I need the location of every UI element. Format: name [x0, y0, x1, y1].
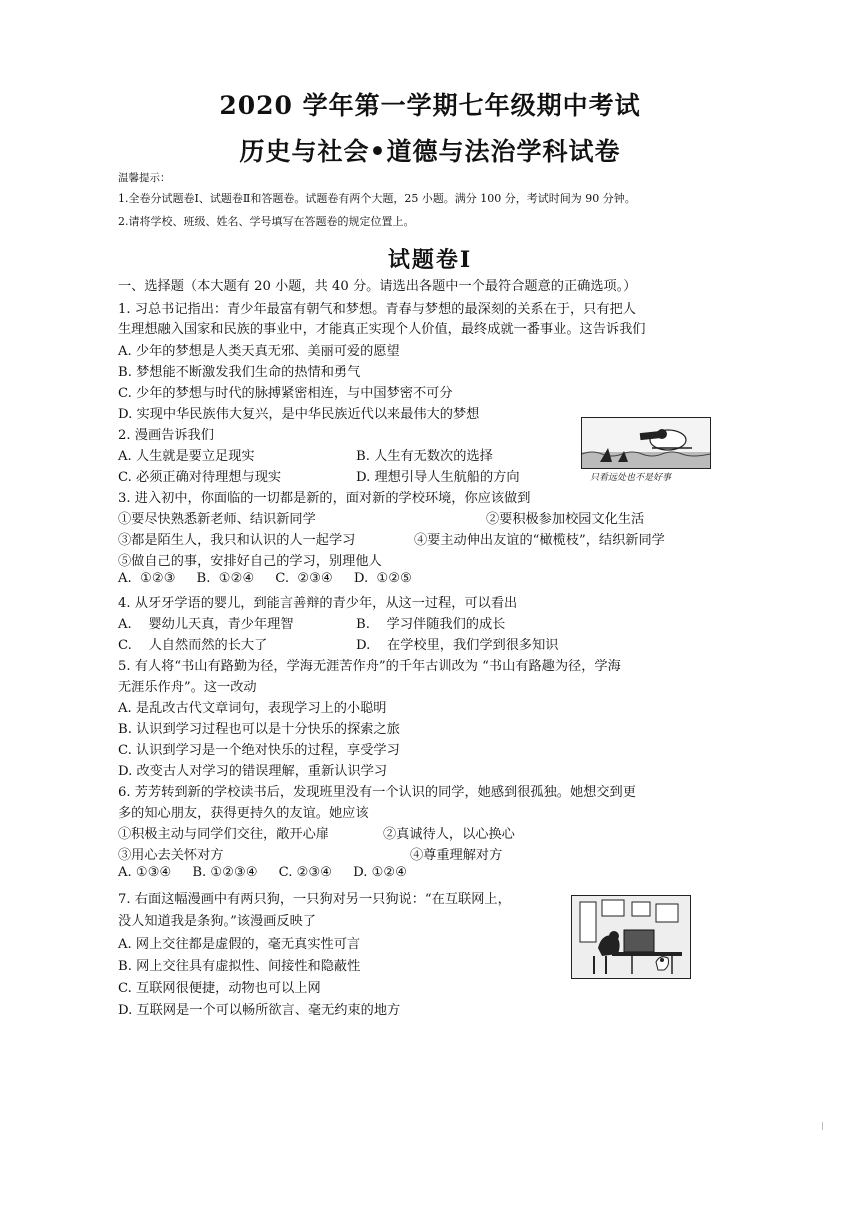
- option-b: B. 认识到学习过程也可以是十分快乐的探索之旅: [118, 722, 400, 737]
- option-b: B. 学习伴随我们的成长: [356, 617, 506, 632]
- statement-2: ②要积极参加校园文化生活: [486, 512, 645, 527]
- statement-4: ④要主动伸出友谊的“橄榄枝”，结织新同学: [414, 533, 665, 548]
- part1-heading: 一、选择题（本大题有 20 小题，共 40 分。请选出各题中一个最符合题意的正确选项。）: [118, 279, 637, 294]
- option-c: C. 互联网很便捷，动物也可以上网: [118, 981, 321, 996]
- telescope-cartoon-icon: [582, 418, 710, 468]
- scan-mark: [822, 1122, 823, 1130]
- option-b: B. 梦想能不断激发我们生命的热情和勇气: [118, 365, 361, 380]
- statement-3: ③用心去关怀对方: [118, 848, 224, 863]
- question-stem: 生理想融入国家和民族的事业中，才能真正实现个人价值，最终成就一番事业。这告诉我们: [118, 322, 646, 337]
- exam-title-line2: 历史与社会•道德与法治学科试卷: [239, 137, 621, 166]
- option-d: D. 实现中华民族伟大复兴，是中华民族近代以来最伟大的梦想: [118, 407, 480, 422]
- answer-options: A. ①③④ B. ①②③④ C. ②③④ D. ①②④: [118, 865, 408, 880]
- statement-1: ①积极主动与同学们交往，敞开心扉: [118, 827, 329, 842]
- option-d: D. 互联网是一个可以畅所欲言、毫无约束的地方: [118, 1003, 401, 1018]
- cartoon-caption: 只看远处也不是好事: [590, 473, 672, 483]
- question-stem: 1. 习总书记指出：青少年最富有朝气和梦想。青春与梦想的最深刻的关系在于，只有把人: [118, 302, 636, 317]
- option-b: B. 网上交往具有虚拟性、间接性和隐蔽性: [118, 959, 361, 974]
- statement-5: ⑤做自己的事，安排好自己的学习，别理他人: [118, 554, 382, 569]
- question-stem: 2. 漫画告诉我们: [118, 428, 214, 443]
- question-stem: 没人知道我是条狗。”该漫画反映了: [118, 914, 316, 929]
- option-a: A. 网上交往都是虚假的，毫无真实性可言: [118, 937, 361, 952]
- tips-heading: 温馨提示：: [118, 172, 171, 184]
- question-stem: 3. 进入初中，你面临的一切都是新的，面对新的学校环境，你应该做到: [118, 491, 531, 506]
- telescope-cartoon-image: [581, 417, 711, 469]
- question-stem: 多的知心朋友，获得更持久的友谊。她应该: [118, 806, 369, 821]
- statement-4: ④尊重理解对方: [410, 848, 503, 863]
- question-stem: 7. 右面这幅漫画中有两只狗，一只狗对另一只狗说：“在互联网上，: [118, 892, 511, 907]
- option-c: C. 认识到学习是一个绝对快乐的过程，享受学习: [118, 743, 400, 758]
- option-a: A. 婴幼儿天真，青少年理智: [118, 617, 294, 632]
- question-stem: 5. 有人将“书山有路勤为径，学海无涯苦作舟”的千年古训改为 “书山有路趣为径，学海: [118, 659, 621, 674]
- option-a: A. 是乱改古代文章词句，表现学习上的小聪明: [118, 701, 387, 716]
- tip-item-1: 1.全卷分试题卷Ⅰ、试题卷Ⅱ和答题卷。试题卷有两个大题，25 小题。满分 100 分，考试时间为 90 分钟。: [118, 192, 636, 205]
- question-stem: 4. 从牙牙学语的婴儿，到能言善辩的青少年，从这一过程，可以看出: [118, 596, 518, 611]
- option-d: D. 改变古人对学习的错误理解，重新认识学习: [118, 764, 388, 779]
- option-b: B. 人生有无数次的选择: [356, 449, 493, 464]
- internet-dog-cartoon-image: [571, 895, 691, 979]
- option-c: C. 必须正确对待理想与现实: [118, 470, 282, 485]
- answer-options: A. ①②③ B. ①②④ C. ②③④ D. ①②⑤: [118, 571, 412, 586]
- section-title: 试题卷Ⅰ: [387, 247, 473, 273]
- statement-3: ③都是陌生人，我只和认识的人一起学习: [118, 533, 356, 548]
- option-d: D. 在学校里，我们学到很多知识: [356, 638, 559, 653]
- option-c: C. 人自然而然的长大了: [118, 638, 268, 653]
- exam-title-line1: 2020 学年第一学期七年级期中考试: [219, 91, 641, 120]
- statement-2: ②真诚待人，以心换心: [383, 827, 515, 842]
- statement-1: ①要尽快熟悉新老师、结识新同学: [118, 512, 316, 527]
- option-d: D. 理想引导人生航船的方向: [356, 470, 520, 485]
- option-a: A. 少年的梦想是人类天真无邪、美丽可爱的愿望: [118, 344, 400, 359]
- question-stem: 无涯乐作舟”。这一改动: [118, 680, 257, 695]
- tip-item-2: 2.请将学校、班级、姓名、学号填写在答题卷的规定位置上。: [118, 215, 415, 228]
- option-a: A. 人生就是要立足现实: [118, 449, 255, 464]
- option-c: C. 少年的梦想与时代的脉搏紧密相连，与中国梦密不可分: [118, 386, 453, 401]
- dog-at-computer-icon: [572, 896, 690, 978]
- question-stem: 6. 芳芳转到新的学校读书后，发现班里没有一个认识的同学，她感到很孤独。她想交到更: [118, 785, 636, 800]
